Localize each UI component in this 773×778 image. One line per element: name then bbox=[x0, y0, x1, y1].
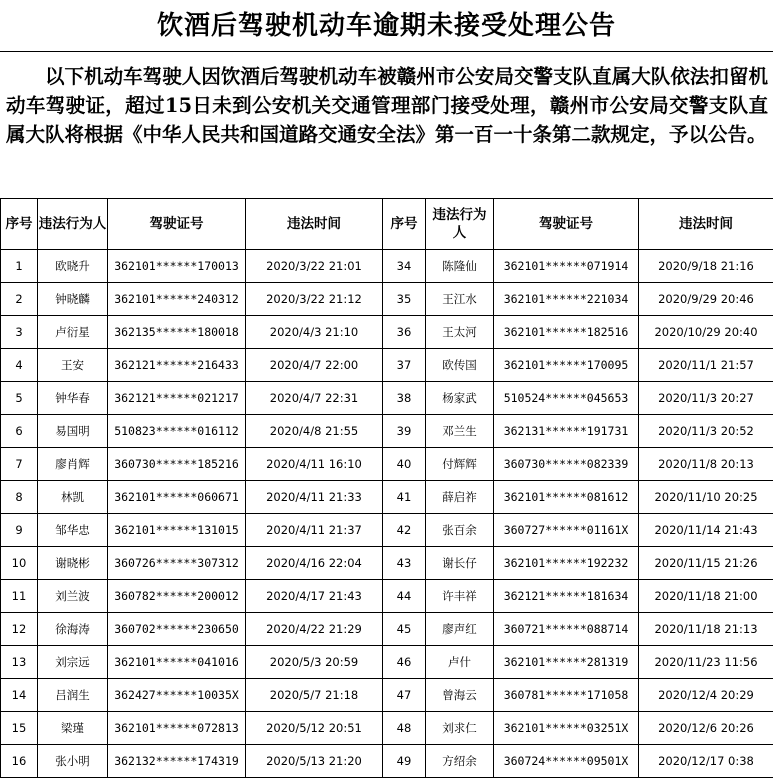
table-row bbox=[1, 712, 773, 745]
left-seq-cell: 8 bbox=[1, 481, 38, 514]
right-license-cell: 362101******192232 bbox=[494, 547, 639, 580]
left-person-cell: 林凯 bbox=[38, 481, 108, 514]
right-license-cell: 360730******082339 bbox=[494, 448, 639, 481]
right-license-cell: 362131******191731 bbox=[494, 415, 639, 448]
left-seq-cell: 16 bbox=[1, 745, 38, 778]
left-person-cell: 卢衍星 bbox=[38, 316, 108, 349]
left-seq-cell: 1 bbox=[1, 250, 38, 283]
left-license-cell: 360702******230650 bbox=[108, 613, 246, 646]
left-seq-cell: 2 bbox=[1, 283, 38, 316]
right-license-cell: 362101******170095 bbox=[494, 349, 639, 382]
right-time-cell: 2020/11/23 11:56 bbox=[639, 646, 773, 679]
left-time-cell: 2020/3/22 21:12 bbox=[246, 283, 383, 316]
right-person-cell: 方绍余 bbox=[426, 745, 494, 778]
right-time-cell: 2020/11/15 21:26 bbox=[639, 547, 773, 580]
right-seq-cell: 40 bbox=[383, 448, 426, 481]
right-license-cell: 510524******045653 bbox=[494, 382, 639, 415]
left-license-cell: 362427******10035X bbox=[108, 679, 246, 712]
right-time-cell: 2020/12/4 20:29 bbox=[639, 679, 773, 712]
left-time-cell: 2020/4/3 21:10 bbox=[246, 316, 383, 349]
left-time-cell: 2020/5/3 20:59 bbox=[246, 646, 383, 679]
left-license-cell: 362101******072813 bbox=[108, 712, 246, 745]
right-seq-cell: 43 bbox=[383, 547, 426, 580]
right-person-cell: 谢长仔 bbox=[426, 547, 494, 580]
left-time-cell: 2020/4/11 21:33 bbox=[246, 481, 383, 514]
table-row bbox=[1, 382, 773, 415]
header-license-right: 驾驶证号 bbox=[494, 199, 639, 250]
right-person-cell: 刘求仁 bbox=[426, 712, 494, 745]
left-seq-cell: 6 bbox=[1, 415, 38, 448]
right-person-cell: 王江水 bbox=[426, 283, 494, 316]
left-person-cell: 易国明 bbox=[38, 415, 108, 448]
table-header-row bbox=[1, 199, 773, 250]
left-license-cell: 360782******200012 bbox=[108, 580, 246, 613]
left-seq-cell: 10 bbox=[1, 547, 38, 580]
left-person-cell: 刘宗远 bbox=[38, 646, 108, 679]
left-license-cell: 362101******170013 bbox=[108, 250, 246, 283]
header-person-right: 违法行为人 bbox=[426, 199, 494, 250]
table-row bbox=[1, 250, 773, 283]
right-seq-cell: 49 bbox=[383, 745, 426, 778]
right-seq-cell: 48 bbox=[383, 712, 426, 745]
left-license-cell: 362101******041016 bbox=[108, 646, 246, 679]
left-seq-cell: 12 bbox=[1, 613, 38, 646]
left-person-cell: 欧晓升 bbox=[38, 250, 108, 283]
right-person-cell: 王太河 bbox=[426, 316, 494, 349]
left-person-cell: 邹华忠 bbox=[38, 514, 108, 547]
right-license-cell: 360721******088714 bbox=[494, 613, 639, 646]
left-person-cell: 钟华春 bbox=[38, 382, 108, 415]
left-time-cell: 2020/4/11 21:37 bbox=[246, 514, 383, 547]
left-license-cell: 510823******016112 bbox=[108, 415, 246, 448]
right-license-cell: 362121******181634 bbox=[494, 580, 639, 613]
table-row bbox=[1, 316, 773, 349]
right-person-cell: 陈隆仙 bbox=[426, 250, 494, 283]
left-person-cell: 吕润生 bbox=[38, 679, 108, 712]
left-time-cell: 2020/5/13 21:20 bbox=[246, 745, 383, 778]
table-row bbox=[1, 349, 773, 382]
table-row bbox=[1, 646, 773, 679]
right-license-cell: 362101******03251X bbox=[494, 712, 639, 745]
right-person-cell: 廖声红 bbox=[426, 613, 494, 646]
right-license-cell: 362101******221034 bbox=[494, 283, 639, 316]
right-time-cell: 2020/11/3 20:52 bbox=[639, 415, 773, 448]
table-row bbox=[1, 514, 773, 547]
right-seq-cell: 42 bbox=[383, 514, 426, 547]
right-license-cell: 362101******071914 bbox=[494, 250, 639, 283]
violator-table bbox=[0, 198, 773, 778]
right-seq-cell: 37 bbox=[383, 349, 426, 382]
right-seq-cell: 46 bbox=[383, 646, 426, 679]
right-time-cell: 2020/12/6 20:26 bbox=[639, 712, 773, 745]
right-time-cell: 2020/10/29 20:40 bbox=[639, 316, 773, 349]
left-license-cell: 362132******174319 bbox=[108, 745, 246, 778]
right-person-cell: 许丰祥 bbox=[426, 580, 494, 613]
left-person-cell: 张小明 bbox=[38, 745, 108, 778]
right-seq-cell: 41 bbox=[383, 481, 426, 514]
left-time-cell: 2020/4/11 16:10 bbox=[246, 448, 383, 481]
left-license-cell: 360726******307312 bbox=[108, 547, 246, 580]
right-license-cell: 360724******09501X bbox=[494, 745, 639, 778]
left-time-cell: 2020/5/7 21:18 bbox=[246, 679, 383, 712]
table-row bbox=[1, 613, 773, 646]
table-row bbox=[1, 547, 773, 580]
left-time-cell: 2020/4/7 22:00 bbox=[246, 349, 383, 382]
right-license-cell: 362101******182516 bbox=[494, 316, 639, 349]
right-person-cell: 欧传国 bbox=[426, 349, 494, 382]
left-license-cell: 362101******131015 bbox=[108, 514, 246, 547]
right-license-cell: 362101******081612 bbox=[494, 481, 639, 514]
header-time-right: 违法时间 bbox=[639, 199, 773, 250]
left-seq-cell: 15 bbox=[1, 712, 38, 745]
left-time-cell: 2020/5/12 20:51 bbox=[246, 712, 383, 745]
header-seq: 序号 bbox=[1, 199, 38, 250]
left-person-cell: 钟晓麟 bbox=[38, 283, 108, 316]
left-person-cell: 刘兰波 bbox=[38, 580, 108, 613]
left-license-cell: 362101******240312 bbox=[108, 283, 246, 316]
right-person-cell: 曾海云 bbox=[426, 679, 494, 712]
right-seq-cell: 45 bbox=[383, 613, 426, 646]
left-time-cell: 2020/4/16 22:04 bbox=[246, 547, 383, 580]
right-time-cell: 2020/11/18 21:00 bbox=[639, 580, 773, 613]
right-time-cell: 2020/11/18 21:13 bbox=[639, 613, 773, 646]
header-license: 驾驶证号 bbox=[108, 199, 246, 250]
table-row bbox=[1, 481, 773, 514]
left-time-cell: 2020/4/17 21:43 bbox=[246, 580, 383, 613]
right-time-cell: 2020/11/14 21:43 bbox=[639, 514, 773, 547]
left-seq-cell: 4 bbox=[1, 349, 38, 382]
left-license-cell: 362135******180018 bbox=[108, 316, 246, 349]
left-license-cell: 362101******060671 bbox=[108, 481, 246, 514]
right-time-cell: 2020/12/17 0:38 bbox=[639, 745, 773, 778]
right-time-cell: 2020/11/3 20:27 bbox=[639, 382, 773, 415]
right-seq-cell: 39 bbox=[383, 415, 426, 448]
left-person-cell: 王安 bbox=[38, 349, 108, 382]
right-person-cell: 邓兰生 bbox=[426, 415, 494, 448]
notice-title: 饮酒后驾驶机动车逾期未接受处理公告 bbox=[0, 0, 773, 52]
left-time-cell: 2020/4/22 21:29 bbox=[246, 613, 383, 646]
left-seq-cell: 13 bbox=[1, 646, 38, 679]
table-row bbox=[1, 580, 773, 613]
left-time-cell: 2020/4/8 21:55 bbox=[246, 415, 383, 448]
left-seq-cell: 3 bbox=[1, 316, 38, 349]
right-person-cell: 杨家武 bbox=[426, 382, 494, 415]
right-license-cell: 360727******01161X bbox=[494, 514, 639, 547]
header-person: 违法行为人 bbox=[38, 199, 108, 250]
table-row bbox=[1, 283, 773, 316]
left-license-cell: 360730******185216 bbox=[108, 448, 246, 481]
right-person-cell: 付辉辉 bbox=[426, 448, 494, 481]
table-body bbox=[1, 250, 773, 778]
right-person-cell: 卢什 bbox=[426, 646, 494, 679]
right-license-cell: 362101******281319 bbox=[494, 646, 639, 679]
left-seq-cell: 5 bbox=[1, 382, 38, 415]
table-row bbox=[1, 679, 773, 712]
right-person-cell: 薛启祚 bbox=[426, 481, 494, 514]
left-seq-cell: 11 bbox=[1, 580, 38, 613]
left-person-cell: 徐海涛 bbox=[38, 613, 108, 646]
table-row bbox=[1, 415, 773, 448]
left-time-cell: 2020/4/7 22:31 bbox=[246, 382, 383, 415]
table-row bbox=[1, 745, 773, 778]
right-seq-cell: 34 bbox=[383, 250, 426, 283]
left-seq-cell: 9 bbox=[1, 514, 38, 547]
notice-intro: 以下机动车驾驶人因饮酒后驾驶机动车被赣州市公安局交警支队直属大队依法扣留机动车驾驶证，超过15日未到公安机关交通管理部门接受处理，赣州市公安局交警支队直属大队将根据《中华人民共和国道路交通安全法》第一百一十条第二款规定，予以公告。 bbox=[6, 62, 768, 149]
left-person-cell: 廖肖辉 bbox=[38, 448, 108, 481]
right-time-cell: 2020/9/18 21:16 bbox=[639, 250, 773, 283]
left-seq-cell: 7 bbox=[1, 448, 38, 481]
right-person-cell: 张百余 bbox=[426, 514, 494, 547]
header-time: 违法时间 bbox=[246, 199, 383, 250]
right-seq-cell: 44 bbox=[383, 580, 426, 613]
right-seq-cell: 36 bbox=[383, 316, 426, 349]
right-time-cell: 2020/11/1 21:57 bbox=[639, 349, 773, 382]
right-seq-cell: 35 bbox=[383, 283, 426, 316]
left-person-cell: 梁瑾 bbox=[38, 712, 108, 745]
right-time-cell: 2020/9/29 20:46 bbox=[639, 283, 773, 316]
right-time-cell: 2020/11/10 20:25 bbox=[639, 481, 773, 514]
left-time-cell: 2020/3/22 21:01 bbox=[246, 250, 383, 283]
left-seq-cell: 14 bbox=[1, 679, 38, 712]
right-license-cell: 360781******171058 bbox=[494, 679, 639, 712]
right-seq-cell: 38 bbox=[383, 382, 426, 415]
table-row bbox=[1, 448, 773, 481]
header-seq-right: 序号 bbox=[383, 199, 426, 250]
left-license-cell: 362121******021217 bbox=[108, 382, 246, 415]
right-time-cell: 2020/11/8 20:13 bbox=[639, 448, 773, 481]
left-person-cell: 谢晓彬 bbox=[38, 547, 108, 580]
right-seq-cell: 47 bbox=[383, 679, 426, 712]
left-license-cell: 362121******216433 bbox=[108, 349, 246, 382]
